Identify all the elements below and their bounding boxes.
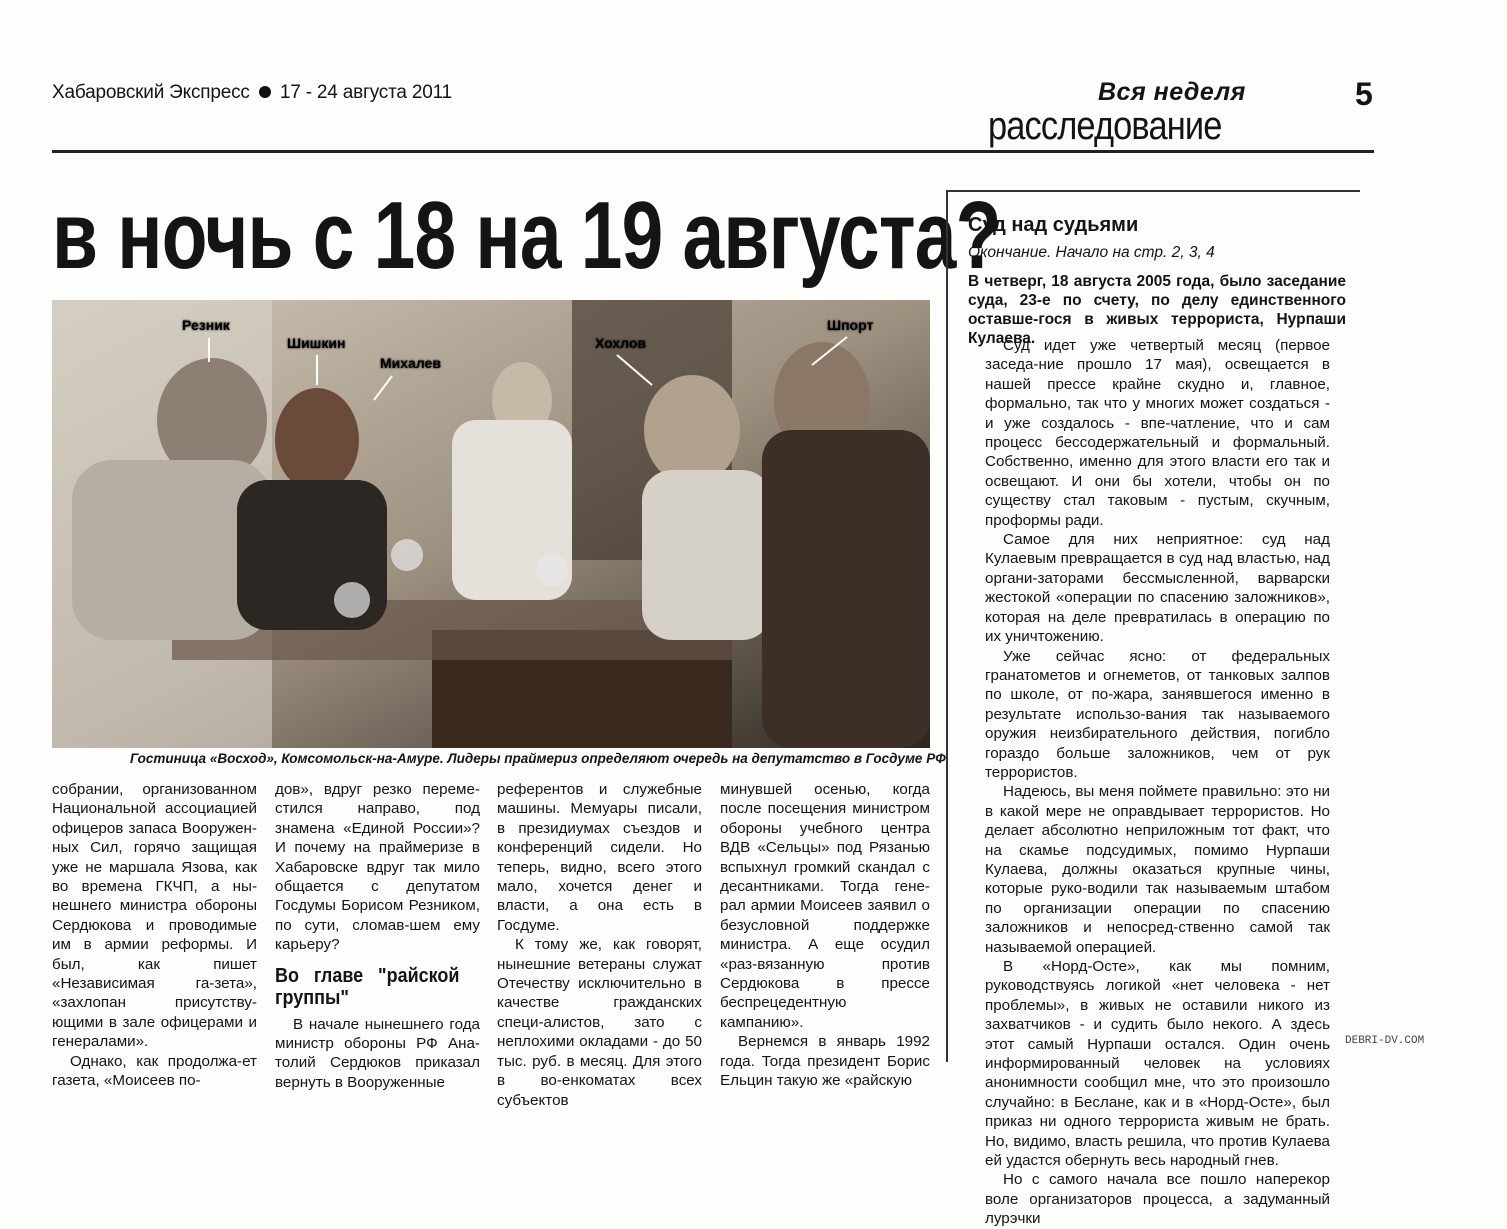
sidebar-lead: В четверг, 18 августа 2005 года, было заседание суда, 23-е по счету, по делу единственного оставше-гося в живых террориста, Нурпаши Кулаева. (968, 273, 1346, 347)
article-column-4 (720, 780, 930, 1091)
photo-label-reznik: Резник (182, 317, 230, 333)
paragraph: референтов и служебные машины. Мемуары писали, в президиумах съездов и конференций сидели. Но теперь, видно, всего этого мало, хочется денег и власти, а она есть в Госдуме. (497, 781, 702, 934)
bullet-icon (259, 86, 271, 98)
issue-dates: 17 - 24 августа 2011 (279, 82, 452, 103)
sidebar-subtitle: Окончание. Начало на стр. 2, 3, 4 (968, 244, 1215, 261)
paragraph: В «Норд-Осте», как мы помним, руководствуясь логикой «нет человека - нет проблемы», в живых не оставили никого из захватчиков - и судить было некого. А здесь этот самый Нурпаши остался. Один очень информированный человек на условиях анонимности сообщил мне, что это произошло случайно: в Беслане, как и в «Норд-Осте», был приказ ни одного террориста живым не брать. Но, видимо, власть решила, что против Кулаева ей удастся обернуть весь народный гнев. (985, 958, 1330, 1170)
newspaper-name: Хабаровский Экспресс (52, 82, 250, 103)
photo-label-mikhalev: Михалев (380, 355, 441, 371)
sidebar-body (985, 336, 1330, 1229)
article-column-1 (52, 780, 257, 1091)
watermark: DEBRI-DV.COM (1345, 1035, 1425, 1047)
headline: в ночь с 18 на 19 августа? (52, 182, 1001, 289)
photo-caption: Гостиница «Восход», Комсомольск-на-Амуре. Лидеры праймериз определяют очередь на депутатство в Госдуме РФ (130, 751, 946, 766)
section-title: расследование (988, 104, 1222, 148)
paragraph: Надеюсь, вы меня поймете правильно: это ни в какой мере не оправдывает террористов. Но делает абсолютно неприложным тот факт, что на скамье подсудимых, помимо Нурпаши Кулаева, должны оказаться крупные чины, которые руко-водили так называемым штабом по организации операции по спасению заложников и непосред-ственно самой так называемой операцией. (985, 783, 1330, 956)
paragraph: Однако, как продолжа-ет газета, «Моисеев по- (52, 1052, 257, 1090)
paragraph: Суд идет уже четвертый месяц (первое заседа-ние прошло 17 мая), освещается в нашей прессе крайне скудно и, главное, формально, так что у многих может создаться - и уже создалось - впе-чатление, что и сам процесс бессодержательный и формальный. Собственно, именно для этого власти его так и освещают. И они бы хотели, чтобы он по существу стал таковым - пустым, скучным, проформы ради. (985, 337, 1330, 529)
paragraph: Уже сейчас ясно: от федеральных гранатометов и огнеметов, от танковых залпов по школе, от по-жара, занявшегося именно в результате использо-вания так называемого оружия неизбирательного действия, погибло гораздо больше заложников, чем от рук террористов. (985, 647, 1330, 781)
section-week: Вся неделя (1098, 78, 1246, 106)
photo-label-shport: Шпорт (827, 317, 874, 333)
photo-label-khokhlov: Хохлов (595, 335, 647, 351)
article-column-2 (275, 780, 480, 1092)
article-photo (52, 300, 930, 748)
paragraph: К тому же, как говорят, нынешние ветераны служат Отечеству исключительно в качестве гражданских специ-алистов, зато с неплохими окладами - до 50 тыс. руб. в месяц. Для этого в во-енкоматах всех субъектов (497, 936, 702, 1109)
header-rule (52, 150, 1374, 153)
paragraph: собрании, организованном Национальной ассоциацией офицеров запаса Вооружен-ных Сил, горячо защищая уже не маршала Язова, как во времена ГКЧП, а ны-нешнего министра обороны Сердюкова и проводимые им в армии реформы. И был, как пишет «Независимая га-зета», «захлопан присутству-ющими в зале офицерами и генералами». (52, 781, 257, 1051)
photo-image (52, 300, 930, 748)
article-column-3 (497, 780, 702, 1110)
paragraph: Самое для них неприятное: суд над Кулаевым превращается в суд над властью, над органи-заторами бессмысленной, варварски жестокой «операции по спасению заложников», которая на деле превратилась в операцию по их уничтожению. (985, 531, 1330, 646)
photo-label-shishkin: Шишкин (287, 335, 346, 351)
masthead (52, 82, 452, 104)
subheading: Во главе "райской группы" (275, 964, 460, 1009)
paragraph: минувшей осенью, когда после посещения министром обороны учебного центра ВДВ «Сельцы» под Рязанью вспыхнул громкий скандал с десантниками. Тогда гене-рал армии Моисеев заявил о безусловной поддержке министра. А еще осудил «раз-вязанную против Сердюкова в прессе беспрецедентную кампанию». (720, 781, 930, 1031)
paragraph: В начале нынешнего года министр обороны РФ Ана-толий Сердюков приказал вернуть в Вооруженные (275, 1015, 480, 1091)
sidebar-title: Суд над судьями (968, 214, 1139, 236)
paragraph: дов», вдруг резко переме-стился направо, под знамена «Единой России»? И почему на праймеризе в Хабаровске вдруг так мило общается с депутатом Госдумы Борисом Резником, по сути, сломав-шем ему карьеру? (275, 781, 480, 954)
page-number: 5 (1355, 76, 1373, 112)
paragraph: Но с самого начала все пошло наперекор воле организаторов процесса, а задуманный лурэчки (985, 1171, 1330, 1228)
paragraph: Вернемся в январь 1992 года. Тогда президент Борис Ельцин такую же «райскую (720, 1033, 930, 1090)
